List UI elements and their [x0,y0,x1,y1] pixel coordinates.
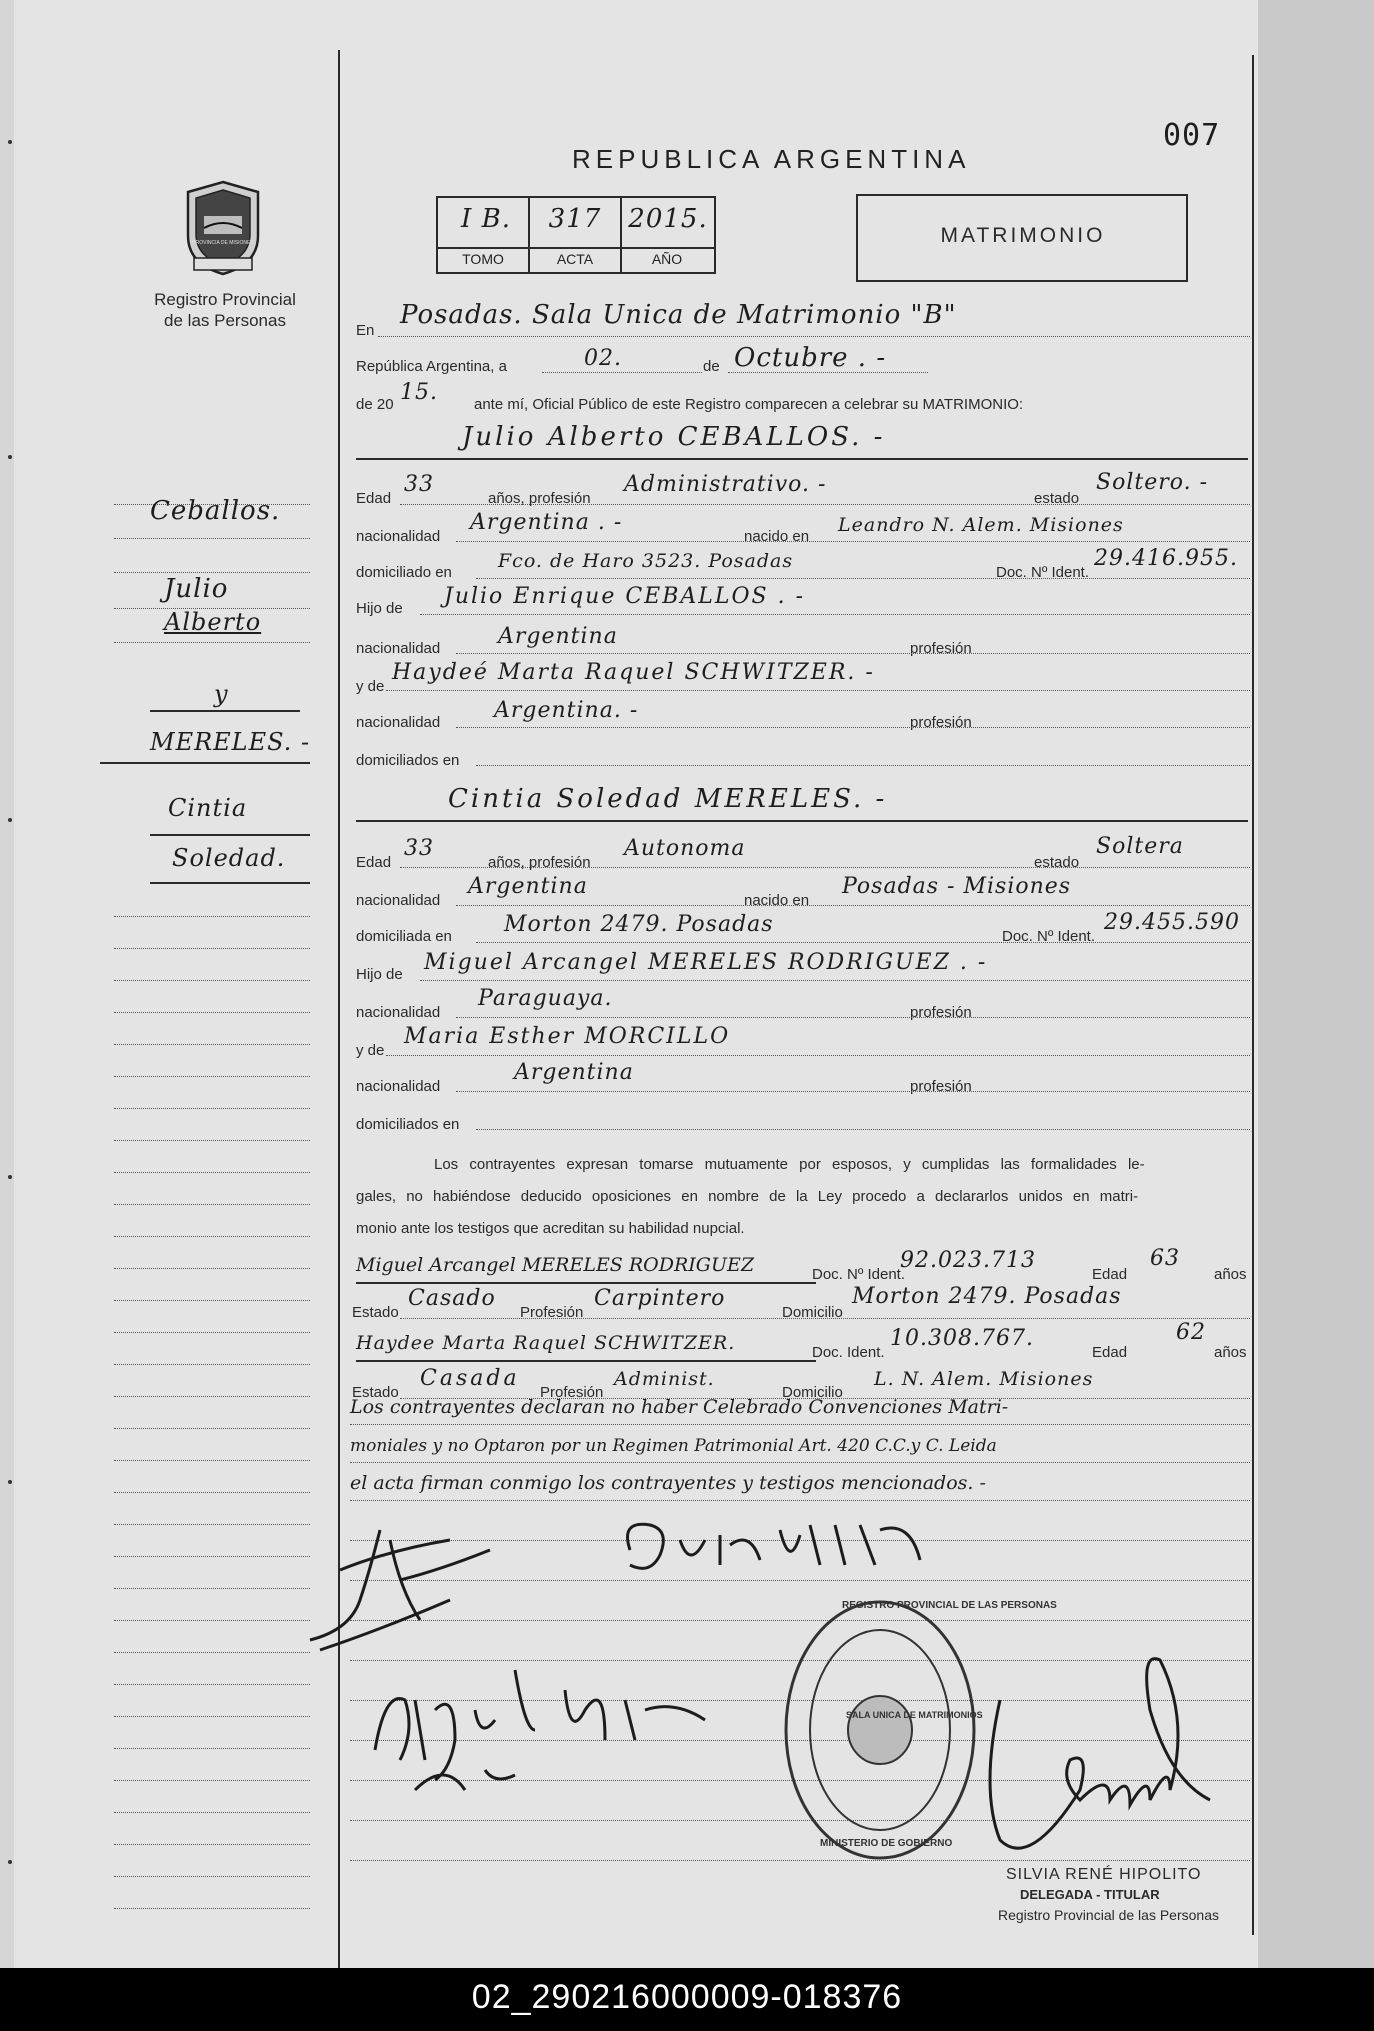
place-line [378,336,1250,337]
groom-nacido-label: nacido en [744,528,810,545]
margin-rule [114,1620,310,1621]
margin-rule [114,1716,310,1717]
notes-line-2: moniales y no Optaron por un Regimen Patrimonial Art. 420 C.C.y C. Leida [350,1436,997,1456]
official-stamp [780,1595,980,1865]
margin-rule [114,916,310,917]
witness1-name-line [356,1282,816,1284]
groom-father-name: Julio Enrique CEBALLOS . - [444,584,806,609]
bride-mother-prof-label: profesión [910,1078,972,1095]
witness-signature [355,1650,735,1800]
witness1-domicilio-label: Domicilio [782,1304,843,1321]
margin-note-2: Julio [164,574,229,604]
binding-hole [8,1480,12,1484]
margin-rule [114,1396,310,1397]
groom-father-nationality: Argentina [498,624,618,649]
bride-nacido-label: nacido en [744,892,810,909]
bride-address: Morton 2479. Posadas [504,912,774,937]
margin-note-4: y [214,680,229,708]
witness2-edad-label: Edad [1092,1344,1128,1361]
margin-note-6: Cintia [168,794,248,822]
margin-rule [114,1908,310,1909]
statement-line-2: gales, no habiéndose deducido oposiciones en nombre de la Ley procedo a declararlos unidos en matri- [356,1188,1139,1205]
ceremony-place: Posadas. Sala Unica de Matrimonio "B" [400,300,957,330]
frame-right-line [1252,55,1254,1935]
bride-nacionalidad-label: nacionalidad [356,892,441,909]
record-type-label: MATRIMONIO [940,224,1106,247]
margin-rule-solid [150,882,310,884]
ceremony-month: Octubre . - [734,343,887,373]
groom-domiciliados-label: domiciliados en [356,752,460,769]
groom-mother-nat-line [456,727,1250,728]
registry-name-line1: Registro Provincial [154,290,296,309]
groom-mother-nationality: Argentina. - [494,698,639,723]
binding-hole [8,455,12,459]
margin-rule [114,1332,310,1333]
bride-doc-label: Doc. Nº Ident. [1002,928,1096,945]
margin-rule [114,1108,310,1109]
groom-name: Julio Alberto CEBALLOS. - [462,422,886,452]
stamp-outer-text: REGISTRO PROVINCIAL DE LAS PERSONAS [842,1600,1057,1611]
bride-edad-label: Edad [356,854,392,871]
groom-father-line [420,614,1250,615]
margin-rule [114,1844,310,1845]
witness1-estado-label: Estado [352,1304,399,1321]
witness2-profesion-label: Profesión [540,1384,604,1401]
witness1-estado-line [400,1318,1250,1319]
witness1-edad-label: Edad [1092,1266,1128,1283]
bride-nationality: Argentina [468,874,588,899]
groom-estado-label: estado [1034,490,1080,507]
margin-rule [114,1140,310,1141]
stamp-inner-text: SALA UNICA DE MATRIMONIOS [846,1710,983,1720]
groom-mother-name: Haydeé Marta Raquel SCHWITZER. - [392,660,875,685]
statement-line-3: monio ante los testigos que acreditan su habilidad nupcial. [356,1220,745,1237]
margin-rule [114,1556,310,1557]
margin-rule [114,1076,310,1077]
groom-name-line [356,458,1248,460]
notes-line-1: Los contrayentes declaran no haber Celebrado Convenciones Matri- [350,1396,1009,1418]
bride-domiciliados-label: domiciliados en [356,1116,460,1133]
bride-edad-line [400,867,1250,868]
bride-birthplace: Posadas - Misiones [842,874,1072,899]
de-label: de [703,358,720,375]
scan-file-id: 02_290216000009-018376 [471,1978,903,2016]
statement-line-1: Los contrayentes expresan tomarse mutuamente por esposos, y cumplidas las formalidades le- [434,1156,1145,1173]
margin-rule [114,1300,310,1301]
groom-yde-label: y de [356,678,385,695]
margin-rule-solid [150,710,300,712]
tomo-value: I B. [461,204,511,234]
notes-rule-2 [350,1462,1250,1463]
margin-rule [114,1812,310,1813]
bride-hijo-label: Hijo de [356,966,403,983]
margin-rule [114,1044,310,1045]
margin-rule [114,948,310,949]
margin-note-5: MERELES. - [150,728,311,756]
official-name: SILVIA RENÉ HIPOLITO [1006,1866,1202,1883]
witness1-address: Morton 2479. Posadas [852,1284,1122,1309]
witness1-profesion-label: Profesión [520,1304,584,1321]
margin-rule [114,1524,310,1525]
groom-domiciliado-label: domiciliado en [356,564,452,581]
bride-father-nat-line [456,1017,1250,1018]
groom-nacionalidad-line [456,541,1250,542]
margin-rule [114,1684,310,1685]
witness2-estado-label: Estado [352,1384,399,1401]
margin-rule [114,1876,310,1877]
official-signature [960,1640,1220,1880]
registry-name-line2: de las Personas [164,311,286,330]
margin-rule [114,1748,310,1749]
bride-father-nationality: Paraguaya. [478,986,613,1011]
binding-hole [8,1860,12,1864]
groom-mother-nat-label: nacionalidad [356,714,441,731]
margin-rule [114,1012,310,1013]
margin-rule [114,572,310,573]
margin-note-1: Ceballos. [150,496,281,526]
margin-rule [114,538,310,539]
groom-father-nat-line [456,653,1250,654]
bride-mother-line [386,1055,1250,1056]
official-registry: Registro Provincial de las Personas [998,1907,1219,1923]
margin-rule [114,1268,310,1269]
margin-rule [114,1364,310,1365]
stamp-bottom-text: MINISTERIO DE GOBIERNO [820,1838,953,1849]
witness1-profession: Carpintero [594,1286,726,1311]
bride-age: 33 [404,836,434,861]
bride-mother-name: Maria Esther MORCILLO [404,1024,731,1049]
groom-address: Fco. de Haro 3523. Posadas [498,550,794,572]
witness1-doc-number: 92.023.713 [900,1248,1036,1273]
margin-rule [114,1588,310,1589]
notes-line-3: el acta firman conmigo los contrayentes y testigos mencionados. - [350,1472,986,1494]
acta-label: ACTA [556,251,594,267]
groom-father-nat-label: nacionalidad [356,640,441,657]
margin-rule [114,1236,310,1237]
margin-rule [114,1652,310,1653]
groom-domicilio-line [476,578,1250,579]
bride-doc-number: 29.455.590 [1104,910,1240,935]
witness2-doc-label: Doc. Ident. [812,1344,885,1361]
groom-domiciliados-line [476,765,1250,766]
groom-status: Soltero. - [1096,470,1209,495]
margin-rule [114,1172,310,1173]
en-label: En [356,322,375,339]
anio-label: AÑO [651,251,683,267]
margin-rule [114,1204,310,1205]
groom-profession: Administrativo. - [624,472,827,497]
bride-father-line [420,980,1250,981]
groom-nacionalidad-label: nacionalidad [356,528,441,545]
republica-label: República Argentina, a [356,358,507,375]
ceremony-day: 02. [584,346,622,371]
page-left-edge [0,0,14,1968]
groom-signature [300,1510,520,1670]
bride-domiciliada-label: domiciliada en [356,928,452,945]
groom-mother-prof-label: profesión [910,714,972,731]
notes-rule-1 [350,1424,1250,1425]
witness2-address: L. N. Alem. Misiones [874,1368,1094,1390]
witness2-name: Haydee Marta Raquel SCHWITZER. [356,1332,736,1354]
bride-father-nat-label: nacionalidad [356,1004,441,1021]
bride-father-prof-label: profesión [910,1004,972,1021]
margin-note-7: Soledad. [172,844,286,872]
groom-mother-line [386,690,1250,691]
bride-mother-nat-label: nacionalidad [356,1078,441,1095]
margin-rule [114,642,310,643]
month-line [728,372,928,373]
binding-hole [8,1175,12,1179]
witness2-name-line [356,1360,816,1362]
logo-caption: PROVINCIA DE MISIONES [192,240,254,246]
margin-rule [114,980,310,981]
bride-mother-nat-line [456,1091,1250,1092]
groom-nationality: Argentina . - [470,510,623,535]
margin-rule [114,1428,310,1429]
year-prefix: de 20 [356,396,394,413]
binding-hole [8,140,12,144]
witness2-age: 62 [1176,1320,1206,1345]
bride-nacionalidad-line [456,905,1250,906]
witness2-profession: Administ. [614,1368,715,1390]
table-divider-horizontal [436,247,714,249]
anio-value: 2015. [628,204,708,234]
bride-name: Cintia Soledad MERELES. - [448,784,888,814]
misiones-crest-logo [180,178,266,278]
bride-domiciliados-line [476,1129,1250,1130]
groom-hijo-label: Hijo de [356,600,403,617]
groom-anios-profesion-label: años, profesión [488,490,591,507]
binding-hole [8,818,12,822]
bride-name-line [356,820,1248,822]
bride-anios-profesion-label: años, profesión [488,854,591,871]
groom-age: 33 [404,472,434,497]
ceremony-year: 15. [400,380,438,405]
bride-yde-label: y de [356,1042,385,1059]
margin-note-3: Alberto [164,608,262,636]
witness2-status: Casada [420,1366,520,1391]
margin-rule-solid [100,762,310,764]
margin-rule [114,1780,310,1781]
margin-rule [114,1460,310,1461]
bride-mother-nationality: Argentina [514,1060,634,1085]
bride-domicilio-line [476,942,1250,943]
page-right-edge [1258,0,1374,1968]
witness1-doc-label: Doc. Nº Ident. [812,1266,906,1283]
country-heading: REPUBLICA ARGENTINA [572,144,971,174]
witness2-anios-label: años [1214,1344,1247,1361]
bride-status: Soltera [1096,834,1184,859]
bride-profession: Autonoma [624,836,746,861]
groom-doc-number: 29.416.955. [1094,546,1238,571]
groom-edad-line [400,504,1250,505]
witness2-domicilio-label: Domicilio [782,1384,843,1401]
witness1-anios-label: años [1214,1266,1247,1283]
groom-doc-label: Doc. Nº Ident. [996,564,1090,581]
notes-rule-3 [350,1500,1250,1501]
bride-father-name: Miguel Arcangel MERELES RODRIGUEZ . - [424,950,988,975]
witness2-doc-number: 10.308.767. [890,1326,1034,1351]
witness1-name: Miguel Arcangel MERELES RODRIGUEZ [356,1254,755,1276]
day-line [542,372,702,373]
page-number: 007 [1163,118,1221,153]
bride-estado-label: estado [1034,854,1080,871]
witness1-age: 63 [1150,1246,1180,1271]
groom-edad-label: Edad [356,490,392,507]
acta-value: 317 [548,204,602,234]
witness1-status: Casado [408,1286,496,1311]
margin-rule-solid [150,834,310,836]
tomo-label: TOMO [462,251,504,267]
frame-left-line [338,50,340,1968]
official-title: DELEGADA - TITULAR [1020,1887,1160,1902]
scan-id-bar [0,1968,1374,2031]
margin-rule [114,1492,310,1493]
groom-birthplace: Leandro N. Alem. Misiones [838,514,1124,536]
groom-father-prof-label: profesión [910,640,972,657]
intro-statement: ante mí, Oficial Público de este Registro comparecen a celebrar su MATRIMONIO: [474,396,1024,413]
